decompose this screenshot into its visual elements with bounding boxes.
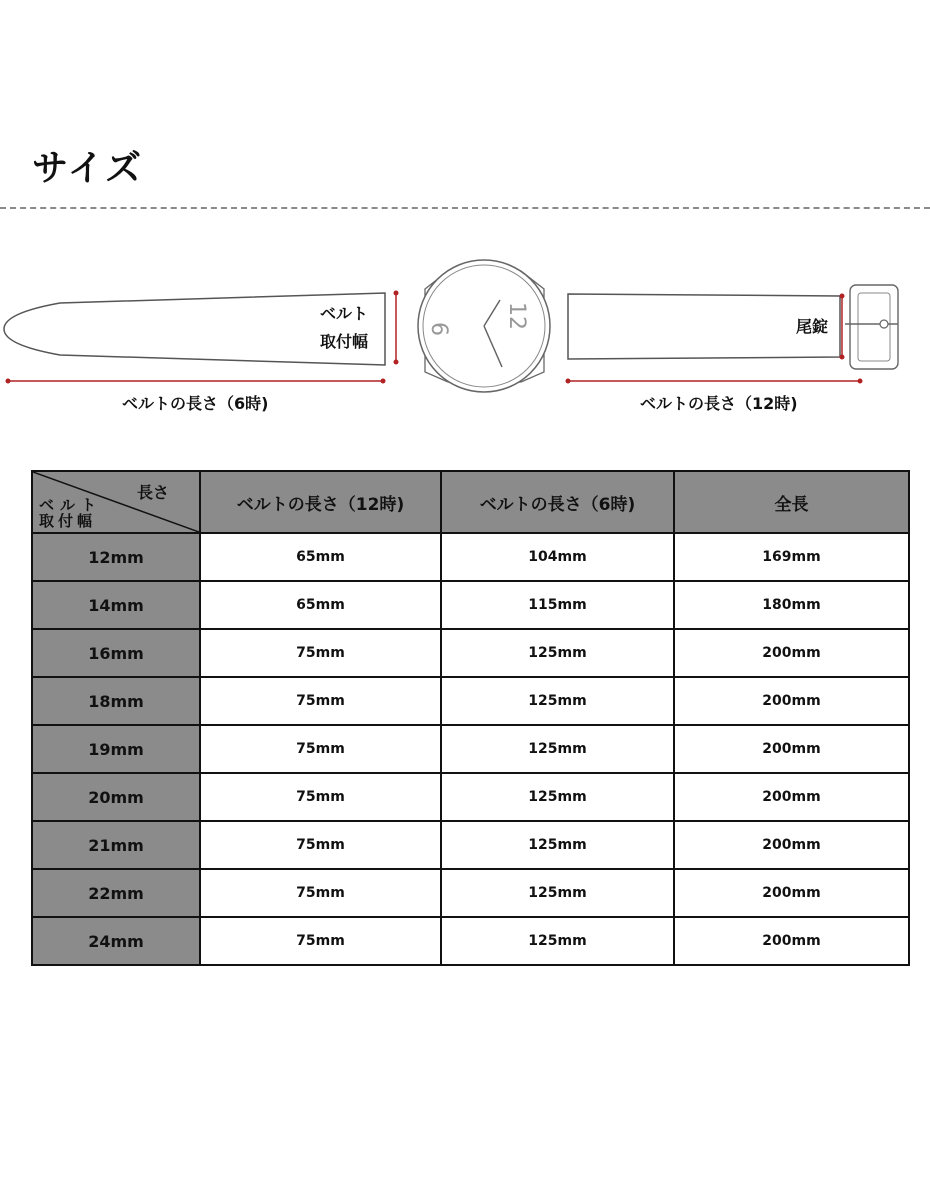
cell-width: 24mm [32, 917, 200, 965]
cell-length-6: 125mm [441, 869, 674, 917]
cell-width: 16mm [32, 629, 200, 677]
cell-length-12: 65mm [200, 581, 441, 629]
dashed-divider [0, 207, 930, 209]
table-row [32, 821, 909, 869]
cell-length-6: 125mm [441, 677, 674, 725]
cell-width: 14mm [32, 581, 200, 629]
cell-length-12: 75mm [200, 677, 441, 725]
table-row [32, 869, 909, 917]
cell-length-12: 75mm [200, 821, 441, 869]
cell-total: 200mm [674, 869, 909, 917]
cell-length-6: 115mm [441, 581, 674, 629]
page-title: サイズ [32, 148, 144, 189]
cell-length-6: 104mm [441, 533, 674, 581]
length-6-label: ベルトの長さ（6時) [122, 394, 269, 413]
cell-length-12: 75mm [200, 773, 441, 821]
cell-total: 200mm [674, 773, 909, 821]
corner-length-label: 長さ [136, 483, 169, 502]
table-corner-cell [32, 471, 200, 533]
width-label-line1: ベルト [320, 304, 369, 323]
corner-belt-label: ベルト [39, 496, 103, 514]
cell-length-6: 125mm [441, 725, 674, 773]
table-row [32, 629, 909, 677]
dial-numeral-12: 12 [504, 302, 529, 330]
table-header-row [32, 471, 909, 533]
cell-length-12: 75mm [200, 917, 441, 965]
cell-length-6: 125mm [441, 917, 674, 965]
cell-length-12: 65mm [200, 533, 441, 581]
cell-length-12: 75mm [200, 725, 441, 773]
table-row [32, 581, 909, 629]
cell-total: 200mm [674, 677, 909, 725]
cell-width: 22mm [32, 869, 200, 917]
cell-width: 20mm [32, 773, 200, 821]
cell-length-6: 125mm [441, 773, 674, 821]
cell-total: 169mm [674, 533, 909, 581]
buckle-icon [845, 285, 898, 369]
cell-width: 18mm [32, 677, 200, 725]
header-length-12: ベルトの長さ（12時) [200, 471, 441, 533]
cell-total: 180mm [674, 581, 909, 629]
cell-total: 200mm [674, 821, 909, 869]
size-table [31, 470, 910, 966]
length-12-label: ベルトの長さ（12時) [640, 394, 798, 413]
cell-length-12: 75mm [200, 629, 441, 677]
cell-total: 200mm [674, 725, 909, 773]
header-length-6: ベルトの長さ（6時) [441, 471, 674, 533]
table-row [32, 917, 909, 965]
corner-width-label: 取付幅 [39, 512, 97, 530]
cell-width: 19mm [32, 725, 200, 773]
cell-length-6: 125mm [441, 629, 674, 677]
watch-case-icon [418, 260, 550, 392]
table-row [32, 725, 909, 773]
table-row [32, 533, 909, 581]
strap-diagram [0, 250, 930, 430]
cell-width: 12mm [32, 533, 200, 581]
table-row [32, 773, 909, 821]
cell-total: 200mm [674, 629, 909, 677]
width-label-line2: 取付幅 [320, 332, 369, 351]
dial-numeral-6: 6 [426, 322, 451, 336]
cell-length-6: 125mm [441, 821, 674, 869]
table-row [32, 677, 909, 725]
cell-length-12: 75mm [200, 869, 441, 917]
buckle-label: 尾錠 [796, 317, 829, 336]
header-total-length: 全長 [674, 471, 909, 533]
cell-width: 21mm [32, 821, 200, 869]
cell-total: 200mm [674, 917, 909, 965]
